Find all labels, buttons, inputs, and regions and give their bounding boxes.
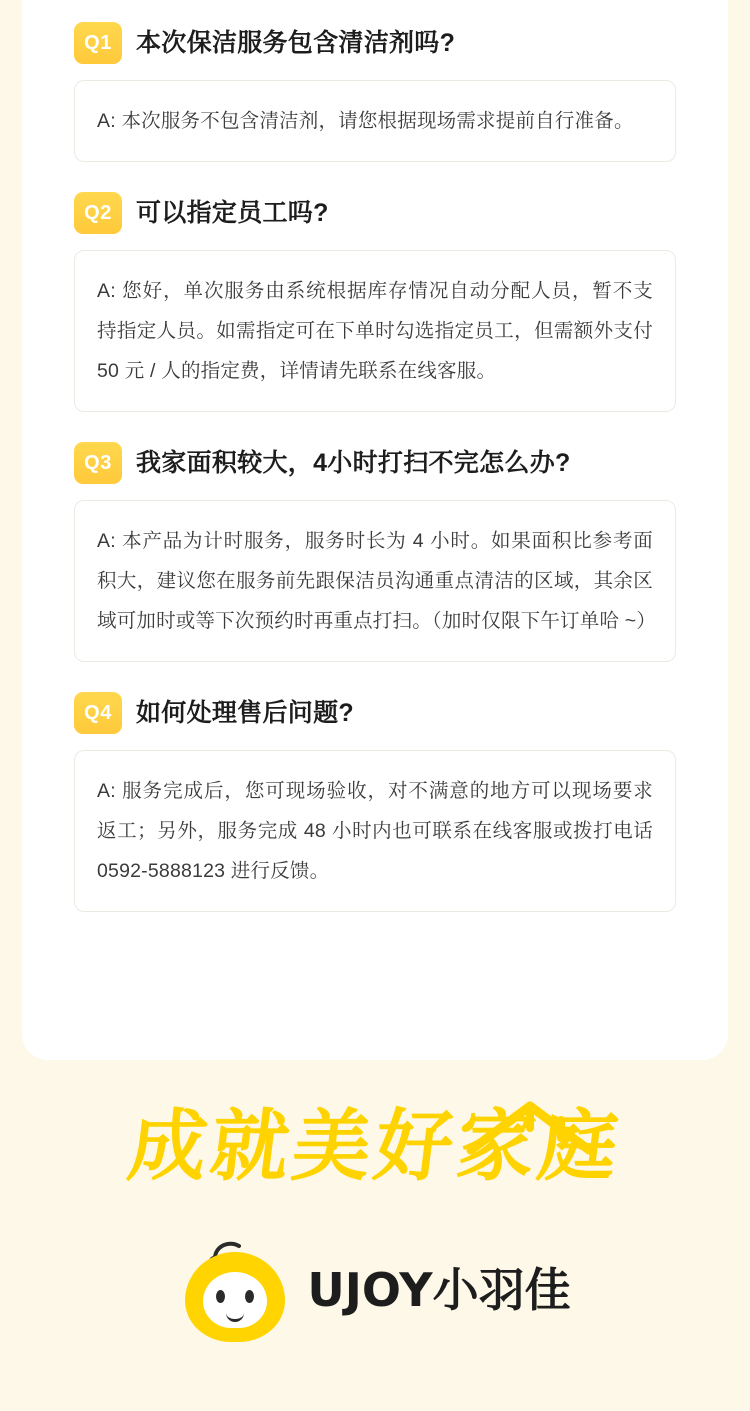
faq-item [74,688,676,912]
question-text: 我家面积较大，4小时打扫不完怎么办? [136,449,571,477]
brand-footer [0,1060,750,1411]
faq-question-row [74,688,676,738]
faq-item [74,188,676,412]
faq-question-row [74,438,676,488]
answer-text: A: 本次服务不包含清洁剂，请您根据现场需求提前自行准备。 [97,110,634,132]
answer-text: A: 本产品为计时服务，服务时长为 4 小时。如果面积比参考面积大，建议您在服务前先跟保洁员沟通重点清洁的区域，其余区域可加时或等下次预约时再重点打扫。（加时仅限下午订单哈 ~） [97,530,657,632]
question-text: 可以指定员工吗? [136,199,329,227]
faq-card [22,0,728,1060]
answer-box [74,750,676,912]
question-badge: Q3 [74,442,122,484]
brand-name: UJOY小羽佳 [307,1263,571,1317]
answer-text: A: 您好，单次服务由系统根据库存情况自动分配人员，暂不支持指定人员。如需指定可在下单时勾选指定员工，但需额外支付 50 元 / 人的指定费，详情请先联系在线客服。 [97,280,653,382]
faq-item [74,438,676,662]
bee-mascot-icon [179,1238,291,1342]
answer-box [74,250,676,412]
answer-box [74,500,676,662]
question-badge: Q1 [74,22,122,64]
question-text: 如何处理售后问题? [136,699,354,727]
question-badge: Q4 [74,692,122,734]
slogan-wrap [0,1102,750,1192]
brand-logo-row [0,1238,750,1342]
faq-list [22,0,728,912]
faq-question-row [74,188,676,238]
question-text: 本次保洁服务包含清洁剂吗? [136,29,456,57]
answer-text: A: 服务完成后，您可现场验收，对不满意的地方可以现场要求返工；另外，服务完成 48 小时内也可联系在线客服或拨打电话 0592-5888123 进行反馈。 [97,780,653,882]
faq-item [74,18,676,162]
answer-box [74,80,676,162]
faq-question-row [74,18,676,68]
brand-slogan: 成就美好家庭 [123,1102,627,1192]
question-badge: Q2 [74,192,122,234]
